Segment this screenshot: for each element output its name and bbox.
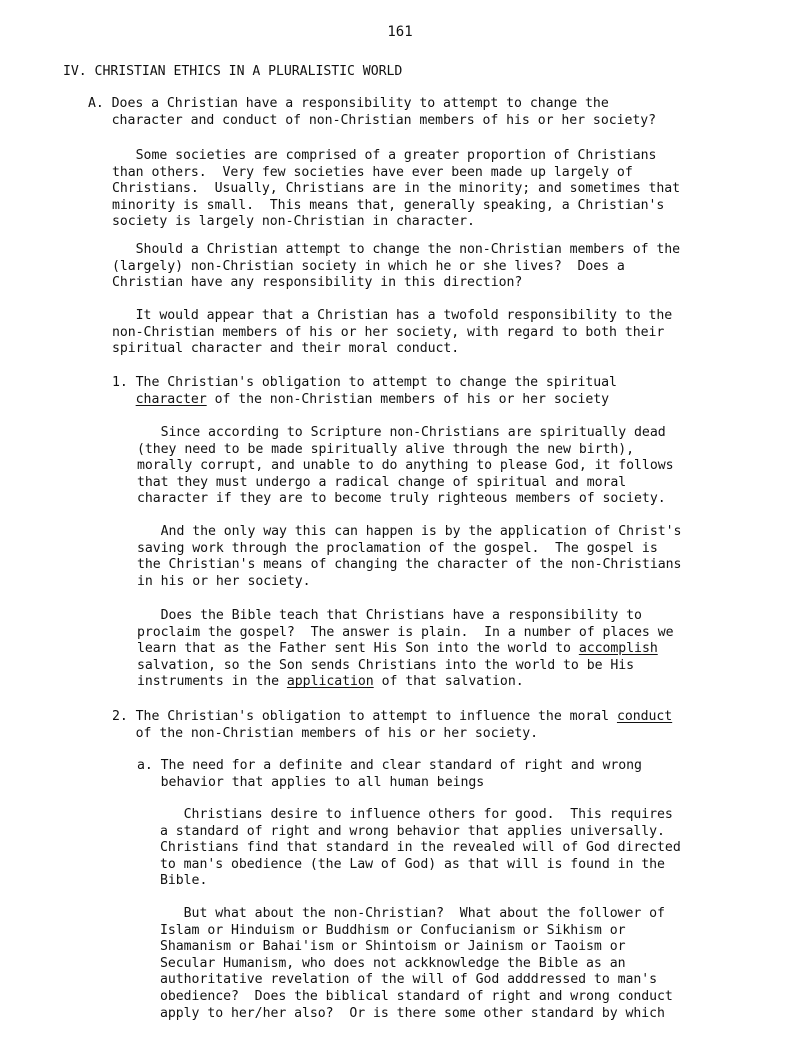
text-line: in his or her society.: [137, 573, 311, 589]
text-line: salvation, so the Son sends Christians into the world to be His: [137, 657, 635, 673]
text-line: A. Does a Christian have a responsibility to attempt to change the: [88, 96, 609, 111]
point-2-paragraph-2: [160, 906, 673, 1022]
text-line: Does the Bible teach that Christians have a responsibility to: [137, 608, 642, 623]
point-1-paragraph-2: [137, 524, 681, 590]
text-line: Christians desire to influence others for good. This requires: [160, 807, 673, 822]
text-line: Christian have any responsibility in this direction?: [112, 275, 523, 291]
text-line: 2. The Christian's obligation to attempt to influence the moral conduct: [112, 709, 673, 724]
text-line: Should a Christian attempt to change the non-Christian members of the: [112, 242, 681, 257]
text-line: It would appear that a Christian has a twofold responsibility to the: [112, 308, 673, 323]
text-line: Since according to Scripture non-Christians are spiritually dead: [137, 425, 666, 440]
text-line: character of the non-Christian members of his or her society: [135, 391, 610, 407]
text-line: Christians find that standard in the revealed will of God directed: [160, 840, 681, 856]
page-number: 161: [387, 24, 413, 40]
text-line: behavior that applies to all human beings: [137, 774, 485, 790]
text-line: than others. Very few societies have ever been made up largely of: [112, 164, 633, 180]
underlined-word: application: [286, 674, 374, 690]
text-line: instruments in the application of that salvation.: [137, 674, 524, 690]
text-line: obedience? Does the biblical standard of right and wrong conduct: [160, 988, 673, 1004]
text-line: that they must undergo a radical change of spiritual and moral: [137, 474, 627, 490]
text-line: minority is small. This means that, generally speaking, a Christian's: [112, 197, 665, 213]
question-a: [88, 96, 656, 129]
text-line: And the only way this can happen is by the application of Christ's: [137, 524, 682, 539]
text-line: saving work through the proclamation of the gospel. The gospel is: [137, 540, 658, 556]
text-line: morally corrupt, and unable to do anything to please God, it follows: [137, 458, 674, 474]
text-line: authoritative revelation of the will of God adddressed to man's: [160, 972, 658, 988]
intro-paragraph-1: [112, 148, 680, 231]
text-line: learn that as the Father sent His Son into the world to accomplish: [137, 641, 658, 657]
section-heading: IV. CHRISTIAN ETHICS IN A PLURALISTIC WORLD: [63, 64, 403, 79]
text-line: the Christian's means of changing the character of the non-Christians: [137, 557, 682, 573]
point-2-heading: [112, 709, 672, 742]
text-line: Secular Humanism, who does not ackknowledge the Bible as an: [160, 955, 626, 971]
point-2-paragraph-1: [160, 807, 681, 890]
text-line: 1. The Christian's obligation to attempt to change the spiritual: [112, 375, 617, 390]
text-line: (largely) non-Christian society in which he or she lives? Does a: [112, 258, 625, 274]
text-line: spiritual character and their moral conduct.: [112, 341, 460, 357]
sub-point-a-heading: [137, 758, 642, 791]
text-line: of the non-Christian members of his or her society.: [112, 725, 539, 741]
point-1-paragraph-1: [137, 425, 674, 508]
text-line: Bible.: [160, 873, 208, 889]
underlined-word: accomplish: [578, 641, 658, 657]
intro-paragraph-2: [112, 242, 680, 292]
text-line: non-Christian members of his or her society, with regard to both their: [112, 324, 665, 340]
point-1-bible-paragraph: [137, 608, 674, 691]
text-line: character and conduct of non-Christian members of his or her society?: [88, 112, 657, 128]
text-line: to man's obedience (the Law of God) as that will is found in the: [160, 856, 665, 872]
text-line: proclaim the gospel? The answer is plain. In a number of places we: [137, 624, 674, 640]
text-line: a. The need for a definite and clear standard of right and wrong: [137, 758, 642, 773]
underlined-word: conduct: [616, 709, 673, 724]
text-line: But what about the non-Christian? What about the follower of: [160, 906, 665, 921]
text-line: Shamanism or Bahai'ism or Shintoism or Jainism or Taoism or: [160, 939, 626, 955]
point-1-heading: [112, 375, 617, 408]
text-line: a standard of right and wrong behavior that applies universally.: [160, 823, 665, 839]
text-line: Christians. Usually, Christians are in the minority; and sometimes that: [112, 181, 681, 197]
text-line: Some societies are comprised of a greater proportion of Christians: [112, 148, 657, 163]
text-line: Islam or Hinduism or Buddhism or Confucianism or Sikhism or: [160, 922, 626, 938]
intro-paragraph-3: [112, 308, 672, 358]
text-line: society is largely non-Christian in character.: [112, 214, 475, 230]
underlined-word: character: [135, 391, 207, 407]
text-line: apply to her/her also? Or is there some other standard by which: [160, 1005, 665, 1021]
text-line: character if they are to become truly righteous members of society.: [137, 491, 666, 507]
text-line: (they need to be made spiritually alive through the new birth),: [137, 441, 635, 457]
